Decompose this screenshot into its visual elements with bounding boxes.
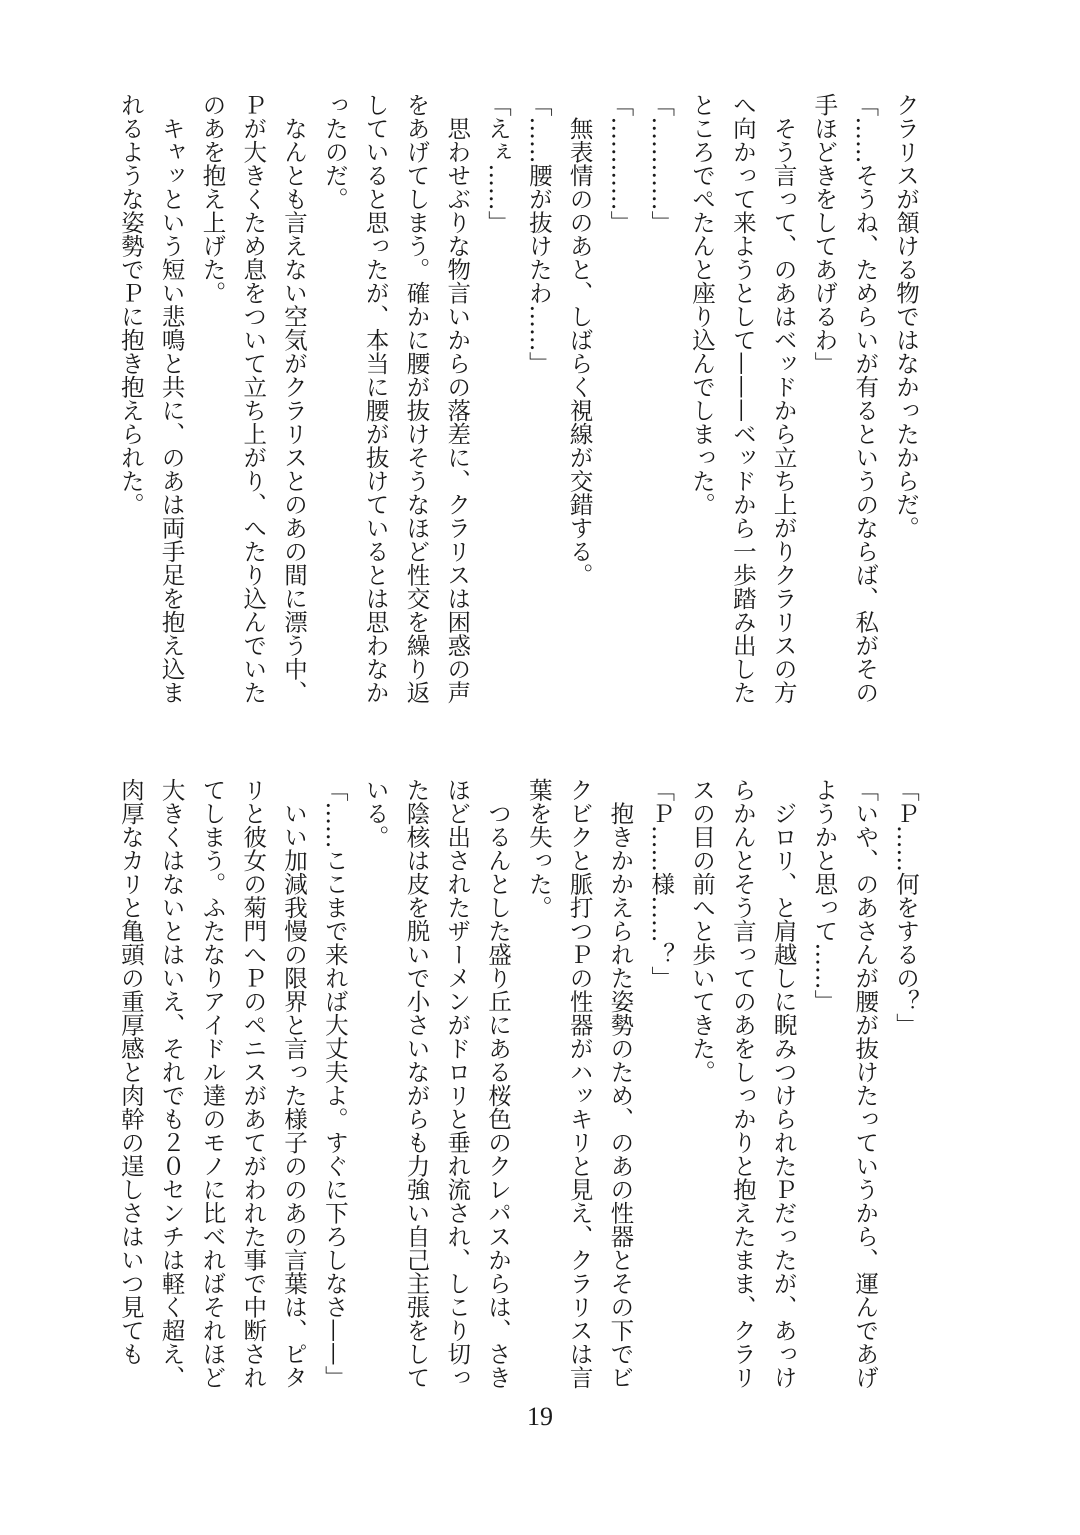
page-number: 19	[527, 1402, 553, 1431]
paragraph: つるんとした盛り丘にある桜色のクレパスからは、さきほど出されたザーメンがドロリと垂れ流され、しこり切った陰核は皮を脱いで小さいながらも力強い自己主張をしている。	[361, 778, 513, 1389]
paragraph: クラリスが頷ける物ではなかったからだ。	[892, 93, 920, 540]
paragraph: 「……腰が抜けたわ……」	[524, 93, 553, 375]
text-block-bottom	[106, 778, 926, 1390]
paragraph: キャッという短い悲鳴と共に、のあは両手足を抱え込まれるような姿勢でＰに抱き抱えられた。	[116, 93, 186, 704]
paragraph: 「……ここまで来れば大丈夫よ。すぐに下ろしなさ——」	[320, 778, 349, 1389]
paragraph: 「…………」	[647, 93, 676, 234]
text-block-top	[106, 93, 926, 705]
paragraph: 「…………」	[606, 93, 635, 234]
paragraph: ジロリ、と肩越しに睨みつけられたＰだったが、あっけらかんとそう言ってのあをしっかりと抱えたまま、クラリスの目の前へと歩いてきた。	[688, 778, 798, 1389]
paragraph: 「Ｐ……様……？」	[647, 778, 676, 990]
paragraph: 「えぇ……」	[484, 93, 513, 234]
paragraph: 抱きかかえられた姿勢のため、のあの性器とその下でビクビクと脈打つＰの性器がハッキリと見え、クラリスは言葉を失った。	[524, 778, 635, 1389]
paragraph: いい加減我慢の限界と言った様子ののあの言葉は、ピタリと彼女の菊門へＰのペニスがあてがわれた事で中断されてしまう。ふたなりアイドル達のモノに比べればそれほど大きくはないとはいえ、それでも２０センチは軽く超え、肉厚なカリと亀頭の重厚感と肉幹の逞しさはいつ見ても	[116, 778, 309, 1389]
paragraph: 無表情ののあと、しばらく視線が交錯する。	[565, 93, 594, 587]
paragraph: なんとも言えない空気がクラリスとのあの間に漂う中、Ｐが大きくため息をついて立ち上がり、へたり込んでいたのあを抱え上げた。	[198, 93, 309, 704]
paragraph: 思わせぶりな物言いからの落差に、クラリスは困惑の声をあげてしまう。確かに腰が抜けそうなほど性交を繰り返していると思ったが、本当に腰が抜けているとは思わなかったのだ。	[320, 93, 472, 704]
paragraph: 「いや、のあさんが腰が抜けたっていうから、運んであげようかと思って……」	[810, 778, 880, 1389]
paragraph: 「Ｐ……何をするの？」	[892, 778, 920, 1037]
paragraph: 「……そうね、ためらいが有るというのならば、私がその手ほどきをしてあげるわ」	[810, 93, 880, 704]
paragraph: そう言って、のあはベッドから立ち上がりクラリスの方へ向かって来ようとして———ベッドから一歩踏み出したところでぺたんと座り込んでしまった。	[688, 93, 798, 704]
